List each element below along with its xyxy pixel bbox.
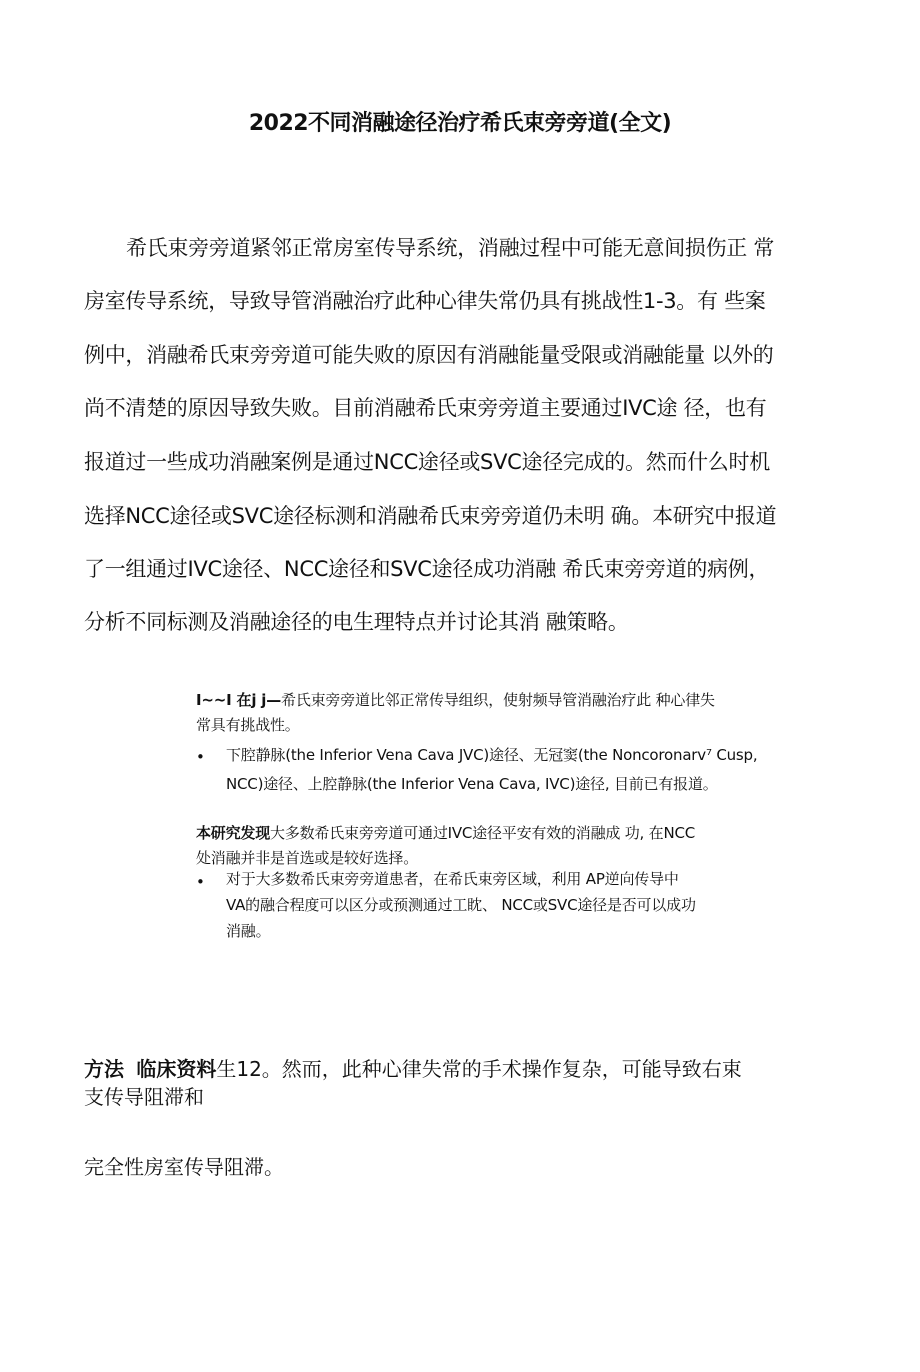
- intro-line: 尚不清楚的原因导致失败。目前消融希氏束旁旁道主要通过IVC途 径，也有: [84, 396, 767, 420]
- intro-line: 分析不同标测及消融途径的电生理特点并讨论其消 融策略。: [84, 610, 629, 634]
- page-title: 2022不同消融途径治疗希氏束旁旁道(全文): [248, 111, 672, 136]
- bullet-line: NCC)途径、上腔静脉(the Inferior Vena Cava, IVC)途径, 目前已有报道。: [226, 775, 718, 793]
- bullet-line: 对于大多数希氏束旁旁道患者，在希氏束旁区域，利用 AP逆向传导中: [226, 870, 679, 888]
- intro-line: 了一组通过IVC途径、NCC途径和SVC途径成功消融 希氏束旁旁道的病例，: [84, 557, 770, 581]
- intro-line: 选择NCC途径或SVC途径标测和消融希氏束旁旁道仍未明 确。本研究中报道: [84, 504, 777, 528]
- findings-section: [196, 821, 816, 871]
- clinical-data-label: 临床资料: [136, 1057, 217, 1081]
- known-text-line: 常具有挑战性。: [196, 716, 300, 734]
- bullet-marker: •: [196, 748, 205, 766]
- bullet-marker: •: [196, 873, 205, 891]
- known-section: [196, 688, 816, 738]
- methods-text-line: 生12。然而，此种心律失常的手术操作复杂，可能导致右束: [216, 1057, 742, 1081]
- findings-text-line: 大多数希氏束旁旁道可通过IVC途径平安有效的消融成 功, 在NCC: [270, 824, 696, 842]
- methods-text-line: 支传导阻滞和: [84, 1085, 204, 1109]
- bullet-line: VA的融合程度可以区分或预测通过工眈、 NCC或SVC途径是否可以成功: [226, 896, 696, 914]
- bullet-line: 消融。: [226, 922, 271, 940]
- findings-label: 本研究发现: [196, 824, 271, 842]
- methods-text-line: 完全性房室传导阻滞。: [84, 1155, 284, 1179]
- known-text-line: 希氏束旁旁道比邻正常传导组织，使射频导管消融治疗此 种心律失: [281, 691, 715, 709]
- intro-line: 房室传导系统，导致导管消融治疗此种心律失常仍具有挑战性1-3。有 些案: [84, 289, 766, 313]
- findings-text-line: 处消融并非是首选或是较好选择。: [196, 849, 419, 867]
- intro-line: 报道过一些成功消融案例是通过NCC途径或SVC途径完成的。然而什么时机: [84, 450, 770, 474]
- bullet-item: [226, 866, 826, 944]
- known-label: I~~I 在j j—: [196, 691, 282, 709]
- methods-label: 方法: [84, 1057, 124, 1081]
- intro-line: 希氏束旁旁道紧邻正常房室传导系统，消融过程中可能无意间损伤正 常: [126, 236, 775, 260]
- intro-line: 例中，消融希氏束旁旁道可能失败的原因有消融能量受限或消融能量 以外的: [84, 343, 774, 367]
- bullet-item: [226, 741, 826, 799]
- bullet-line: 下腔静脉(the Inferior Vena Cava JVC)途径、无冠窦(the Noncoronarv⁷ Cusp,: [226, 746, 758, 764]
